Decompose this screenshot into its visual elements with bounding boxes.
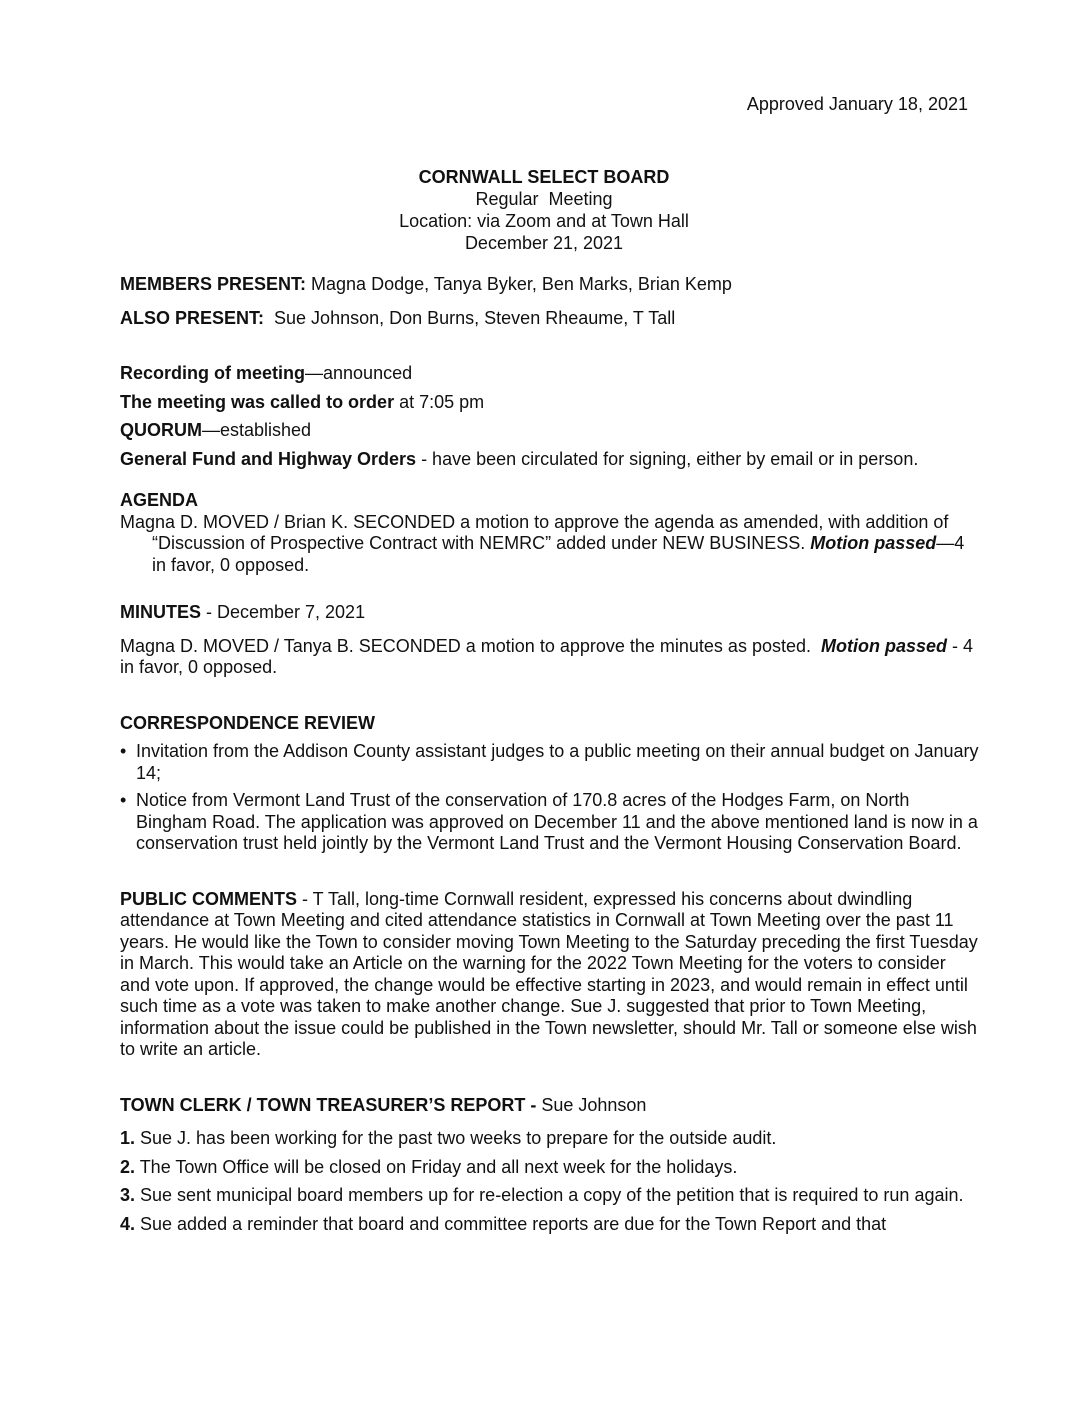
report-number: 1. bbox=[120, 1128, 136, 1148]
orders-text: - have been circulated for signing, either by email or in person. bbox=[416, 448, 919, 469]
recording-line bbox=[120, 363, 980, 385]
also-names: Sue Johnson, Don Burns, Steven Rheaume, T Tall bbox=[264, 307, 676, 328]
orders-label: General Fund and Highway Orders bbox=[120, 448, 417, 469]
report-text: Sue sent municipal board members up for re-election a copy of the petition that is required to run again. bbox=[135, 1185, 964, 1205]
agenda-text: Magna D. MOVED / Brian K. SECONDED a motion to approve the agenda as amended, with addition of “Discussion of Prospective Contract with NEMRC” added under NEW BUSINESS. bbox=[120, 511, 949, 553]
public-text: - T Tall, long-time Cornwall resident, expressed his concerns about dwindling attendance at Town Meeting and cited attendance statistics in Cornwall at Town Meeting over the past 11 years. He would like the Town to consider moving Town Meeting to the Saturday preceding the first Tuesday in March. This would take an Article on the warning for the 2022 Town Meeting for the voters to consider and vote upon. If approved, the change would be effective starting in 2023, and would remain in effect until such time as a vote was taken to make another change. Sue J. suggested that prior to Town Meeting, information about the issue could be published in the Town newsletter, should Mr. Tall or someone else wish to write an article. bbox=[120, 888, 978, 1059]
minutes-result: - 4 in favor, 0 opposed. bbox=[120, 635, 979, 677]
report-text: Sue added a reminder that board and committee reports are due for the Town Report and that bbox=[135, 1213, 887, 1234]
minutes-motion bbox=[120, 636, 980, 679]
also-label: ALSO PRESENT: bbox=[120, 307, 265, 328]
also-present bbox=[120, 308, 980, 330]
minutes-text: Magna D. MOVED / Tanya B. SECONDED a motion to approve the minutes as posted. bbox=[120, 635, 821, 656]
correspondence-list bbox=[120, 741, 980, 855]
minutes-date: - December 7, 2021 bbox=[201, 602, 366, 622]
quorum-label: QUORUM bbox=[120, 420, 202, 440]
report-number: 3. bbox=[120, 1185, 136, 1205]
document-header bbox=[0, 166, 1088, 254]
meeting-type: Regular Meeting bbox=[475, 189, 613, 209]
report-text: The Town Office will be closed on Friday and all next week for the holidays. bbox=[135, 1156, 738, 1177]
report-item bbox=[120, 1157, 980, 1179]
report-item bbox=[120, 1214, 980, 1236]
quorum-line bbox=[120, 420, 980, 442]
clerk-report-list bbox=[120, 1128, 980, 1235]
report-number: 2. bbox=[120, 1156, 136, 1177]
orders-line bbox=[120, 449, 980, 471]
meeting-date: December 21, 2021 bbox=[464, 233, 624, 253]
clerk-heading: TOWN CLERK / TOWN TREASURER’S REPORT - bbox=[120, 1094, 537, 1115]
agenda-result: —4 in favor, 0 opposed. bbox=[152, 533, 965, 575]
members-label: MEMBERS PRESENT: bbox=[120, 274, 307, 294]
members-names: Magna Dodge, Tanya Byker, Ben Marks, Brian Kemp bbox=[306, 274, 732, 294]
members-present bbox=[120, 274, 980, 296]
minutes-body bbox=[120, 274, 980, 1235]
quorum-text: —established bbox=[202, 420, 312, 440]
recording-label: Recording of meeting bbox=[120, 363, 306, 383]
report-number: 4. bbox=[120, 1213, 136, 1234]
call-to-order-text: at 7:05 pm bbox=[394, 391, 485, 412]
report-text: Sue J. has been working for the past two weeks to prepare for the outside audit. bbox=[135, 1128, 777, 1148]
agenda-motion-passed: Motion passed bbox=[810, 533, 937, 553]
agenda-motion bbox=[120, 512, 980, 577]
call-to-order-label: The meeting was called to order bbox=[120, 391, 395, 412]
agenda-heading: AGENDA bbox=[120, 490, 199, 510]
call-to-order-line bbox=[120, 392, 980, 414]
correspondence-item: • Notice from Vermont Land Trust of the conservation of 170.8 acres of the Hodges Farm, on North Bingham Road. The application was approved on December 11 and the above mentioned land is now in a conservation trust held jointly by the Vermont Land Trust and the Vermont Housing Conservation Board. bbox=[120, 790, 980, 855]
minutes-motion-passed: Motion passed bbox=[821, 635, 948, 656]
minutes-heading: MINUTES bbox=[120, 602, 201, 622]
meeting-location: Location: via Zoom and at Town Hall bbox=[399, 211, 689, 231]
clerk-person: Sue Johnson bbox=[536, 1094, 647, 1115]
report-item bbox=[120, 1128, 980, 1150]
clerk-heading-line bbox=[120, 1095, 980, 1117]
recording-text: —announced bbox=[305, 363, 413, 383]
board-title: CORNWALL SELECT BOARD bbox=[418, 167, 670, 187]
correspondence-heading: CORRESPONDENCE REVIEW bbox=[120, 712, 376, 733]
public-comments bbox=[120, 889, 980, 1061]
minutes-heading-line bbox=[120, 602, 980, 624]
correspondence-item: • Invitation from the Addison County assistant judges to a public meeting on their annual budget on January 14; bbox=[120, 741, 980, 784]
approval-note: Approved January 18, 2021 bbox=[746, 94, 968, 114]
public-heading: PUBLIC COMMENTS bbox=[120, 888, 297, 909]
report-item bbox=[120, 1185, 980, 1207]
